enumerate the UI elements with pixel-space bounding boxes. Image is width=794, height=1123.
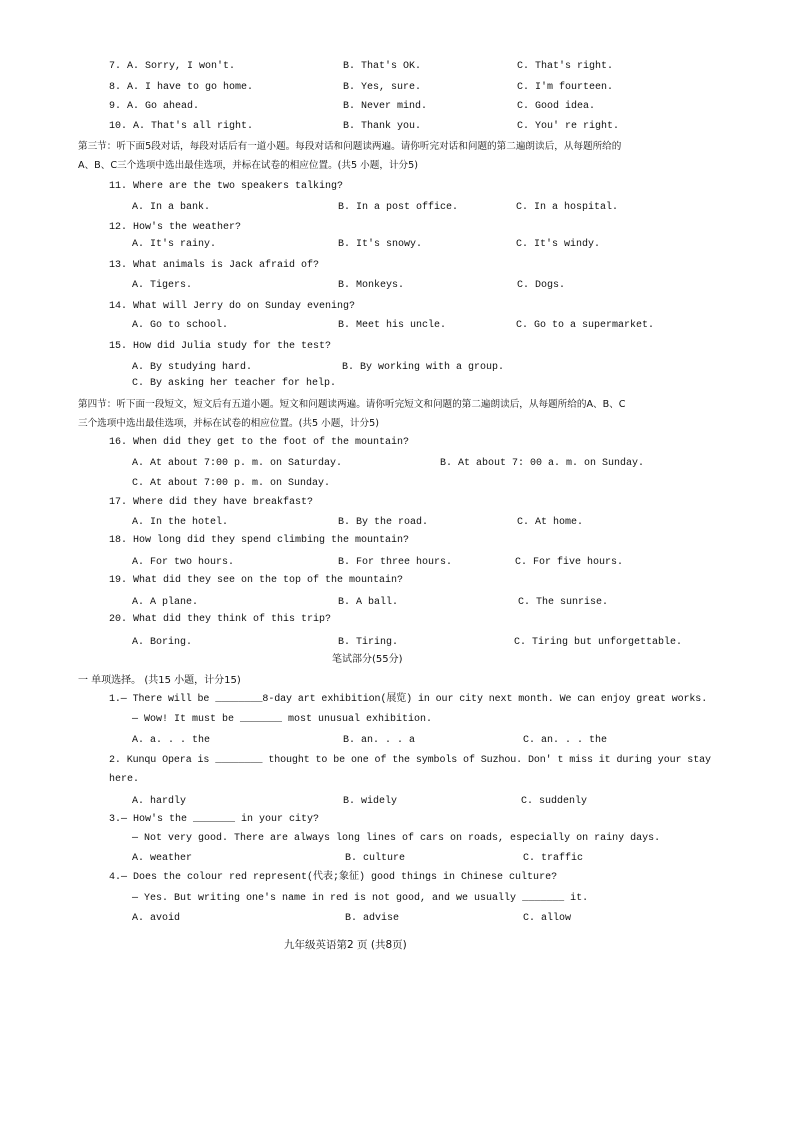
q20-option-b: B. Tiring. bbox=[338, 637, 399, 648]
q18-option-c: C. For five hours. bbox=[515, 557, 624, 568]
w1-option-b: B. an. . . a bbox=[343, 735, 416, 746]
q13-option-c: C. Dogs. bbox=[517, 280, 566, 291]
w3-option-c: C. traffic bbox=[523, 853, 584, 864]
q15-stem: 15. How did Julia study for the test? bbox=[109, 341, 332, 352]
w3-option-b: B. culture bbox=[345, 853, 406, 864]
q17-option-c: C. At home. bbox=[517, 517, 584, 528]
q7-option-c: C. That's right. bbox=[517, 61, 614, 72]
w4-option-b: B. advise bbox=[345, 913, 400, 924]
w1-line2: — Wow! It must be _______ most unusual exhibition. bbox=[132, 714, 433, 725]
w2-line2: here. bbox=[109, 774, 140, 785]
q18-option-b: B. For three hours. bbox=[338, 557, 453, 568]
q12-option-b: B. It's snowy. bbox=[338, 239, 423, 250]
q13-stem: 13. What animals is Jack afraid of? bbox=[109, 260, 320, 271]
w2-option-b: B. widely bbox=[343, 796, 398, 807]
part1-title: 一 单项选择。 (共15 小题，计分15) bbox=[78, 675, 241, 686]
section3-instruction-line1: 第三节：听下面5段对话，每段对话后有一道小题。每段对话和问题读两遍。请你听完对话和问题的第二遍朗读后，从每题所给的 bbox=[78, 141, 622, 152]
q8-option-c: C. I'm fourteen. bbox=[517, 82, 614, 93]
q19-option-a: A. A plane. bbox=[132, 597, 199, 608]
w1-option-a: A. a. . . the bbox=[132, 735, 211, 746]
q14-option-c: C. Go to a supermarket. bbox=[516, 320, 655, 331]
q18-option-a: A. For two hours. bbox=[132, 557, 235, 568]
q19-stem: 19. What did they see on the top of the mountain? bbox=[109, 575, 404, 586]
q9-option-b: B. Never mind. bbox=[343, 101, 428, 112]
q9-option-c: C. Good idea. bbox=[517, 101, 596, 112]
q19-option-b: B. A ball. bbox=[338, 597, 399, 608]
w4-line2: — Yes. But writing one's name in red is not good, and we usually _______ it. bbox=[132, 893, 589, 904]
q15-option-a: A. By studying hard. bbox=[132, 362, 253, 373]
w4-line1: 4.— Does the colour red represent(代表;象征) good things in Chinese culture? bbox=[109, 872, 558, 883]
q17-option-b: B. By the road. bbox=[338, 517, 429, 528]
w1-line1: 1.— There will be ________8-day art exhibition(展览) in our city next month. We can enjoy great works. bbox=[109, 694, 708, 705]
q7-option-a: 7. A. Sorry, I won't. bbox=[109, 61, 236, 72]
q10-option-b: B. Thank you. bbox=[343, 121, 422, 132]
q20-option-c: C. Tiring but unforgettable. bbox=[514, 637, 683, 648]
q19-option-c: C. The sunrise. bbox=[518, 597, 609, 608]
written-part-heading: 笔试部分(55分) bbox=[332, 654, 403, 665]
w4-option-a: A. avoid bbox=[132, 913, 181, 924]
q8-option-a: 8. A. I have to go home. bbox=[109, 82, 254, 93]
w2-option-c: C. suddenly bbox=[521, 796, 588, 807]
q15-option-b: B. By working with a group. bbox=[342, 362, 505, 373]
q17-option-a: A. In the hotel. bbox=[132, 517, 229, 528]
q16-option-a: A. At about 7:00 p. m. on Saturday. bbox=[132, 458, 343, 469]
q14-option-a: A. Go to school. bbox=[132, 320, 229, 331]
q12-option-c: C. It's windy. bbox=[516, 239, 601, 250]
q13-option-a: A. Tigers. bbox=[132, 280, 193, 291]
q18-stem: 18. How long did they spend climbing the mountain? bbox=[109, 535, 410, 546]
w3-option-a: A. weather bbox=[132, 853, 193, 864]
w1-option-c: C. an. . . the bbox=[523, 735, 608, 746]
q20-option-a: A. Boring. bbox=[132, 637, 193, 648]
q17-stem: 17. Where did they have breakfast? bbox=[109, 497, 314, 508]
q11-option-c: C. In a hospital. bbox=[516, 202, 619, 213]
q15-option-c: C. By asking her teacher for help. bbox=[132, 378, 337, 389]
q12-option-a: A. It's rainy. bbox=[132, 239, 217, 250]
w4-option-c: C. allow bbox=[523, 913, 572, 924]
q10-option-c: C. You' re right. bbox=[517, 121, 620, 132]
w2-option-a: A. hardly bbox=[132, 796, 187, 807]
q10-option-a: 10. A. That's all right. bbox=[109, 121, 254, 132]
q16-stem: 16. When did they get to the foot of the mountain? bbox=[109, 437, 410, 448]
q20-stem: 20. What did they think of this trip? bbox=[109, 614, 332, 625]
w2-line1: 2. Kunqu Opera is ________ thought to be one of the symbols of Suzhou. Don' t miss it during your stay bbox=[109, 755, 711, 766]
section3-instruction-line2: A、B、C三个选项中选出最佳选项，并标在试卷的相应位置。(共5 小题，计分5) bbox=[78, 160, 418, 171]
q11-stem: 11. Where are the two speakers talking? bbox=[109, 181, 344, 192]
section4-instruction-line2: 三个选项中选出最佳选项，并标在试卷的相应位置。(共5 小题，计分5) bbox=[78, 418, 379, 429]
q12-stem: 12. How's the weather? bbox=[109, 222, 242, 233]
q14-stem: 14. What will Jerry do on Sunday evening? bbox=[109, 301, 356, 312]
q9-option-a: 9. A. Go ahead. bbox=[109, 101, 200, 112]
q13-option-b: B. Monkeys. bbox=[338, 280, 405, 291]
q7-option-b: B. That's OK. bbox=[343, 61, 422, 72]
q11-option-a: A. In a bank. bbox=[132, 202, 211, 213]
q11-option-b: B. In a post office. bbox=[338, 202, 459, 213]
q8-option-b: B. Yes, sure. bbox=[343, 82, 422, 93]
w3-line2: — Not very good. There are always long lines of cars on roads, especially on rainy days. bbox=[132, 833, 661, 844]
page-footer: 九年级英语第2 页 (共8页) bbox=[284, 939, 407, 951]
q16-option-b: B. At about 7: 00 a. m. on Sunday. bbox=[440, 458, 645, 469]
q14-option-b: B. Meet his uncle. bbox=[338, 320, 447, 331]
section4-instruction-line1: 第四节：听下面一段短文，短文后有五道小题。短文和问题读两遍。请你听完短文和问题的第二遍朗读后，从每题所给的A、B、C bbox=[78, 399, 626, 410]
w3-line1: 3.— How's the _______ in your city? bbox=[109, 814, 320, 825]
q16-option-c: C. At about 7:00 p. m. on Sunday. bbox=[132, 478, 331, 489]
